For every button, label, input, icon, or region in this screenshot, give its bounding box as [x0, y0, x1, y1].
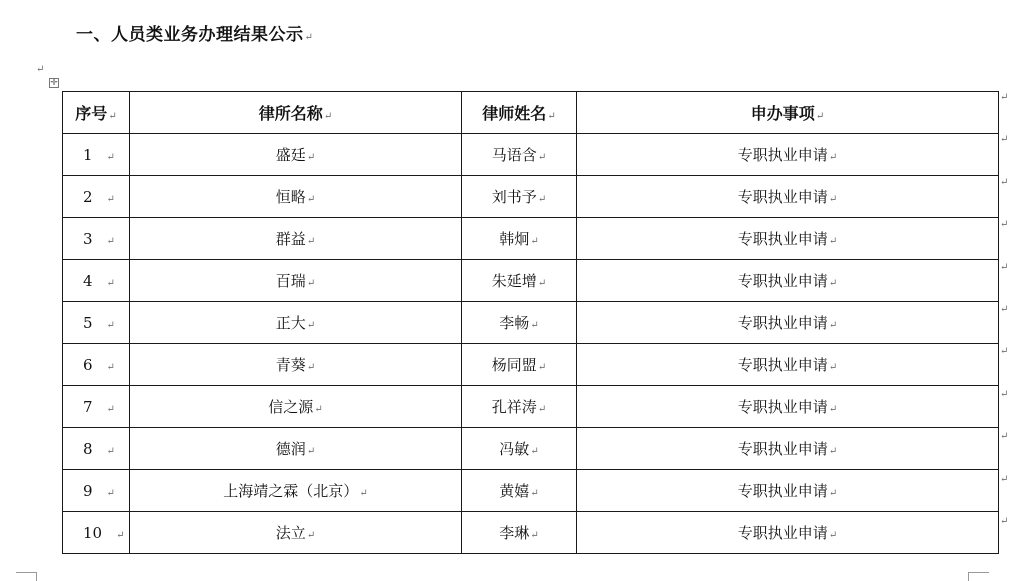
- header-cell[interactable]: [577, 92, 999, 134]
- cell-text: 专职执业申请: [737, 482, 828, 500]
- cell-text: 韩炯: [499, 230, 530, 248]
- header-label: 序号: [75, 104, 108, 123]
- cell-text: 群益: [275, 230, 306, 248]
- cell-text: 德润: [275, 440, 306, 458]
- row-end-mark-icon: ↵: [1000, 261, 1009, 273]
- cell-text: 盛廷: [275, 146, 306, 164]
- cell-text: 杨同盟: [491, 356, 537, 374]
- cell-mark-icon: ↵: [359, 488, 368, 499]
- cell-mark-icon: ↵: [116, 529, 125, 541]
- cell-text: 孔祥涛: [491, 398, 537, 416]
- serial-number-cell[interactable]: [63, 218, 130, 260]
- row-end-mark-icon: ↵: [1000, 92, 1009, 103]
- law-firm-cell[interactable]: [130, 218, 462, 260]
- cell-text: 法立: [275, 524, 306, 542]
- cell-mark-icon: ↵: [828, 404, 838, 415]
- cell-mark-icon: ↵: [306, 530, 316, 541]
- cell-mark-icon: ↵: [547, 111, 556, 122]
- application-item-cell[interactable]: [577, 386, 999, 428]
- cell-mark-icon: ↵: [314, 404, 323, 415]
- page-corner-mark-right: [968, 572, 989, 581]
- cell-text: 李畅: [499, 314, 530, 332]
- application-item-cell[interactable]: [577, 428, 999, 470]
- row-end-mark-icon: ↵: [1000, 304, 1009, 315]
- cell-mark-icon: ↵: [530, 446, 539, 457]
- header-label: 律所名称: [258, 104, 323, 123]
- cell-text: 正大: [275, 314, 306, 332]
- application-item-cell[interactable]: [577, 134, 999, 176]
- cell-mark-icon: ↵: [106, 193, 115, 205]
- law-firm-cell[interactable]: [130, 470, 462, 512]
- cell-text: 3: [83, 229, 93, 248]
- cell-mark-icon: ↵: [106, 277, 115, 289]
- lawyer-name-cell[interactable]: [462, 260, 577, 302]
- row-end-mark-icon: ↵: [1000, 388, 1009, 400]
- table-row: [63, 470, 999, 512]
- serial-number-cell[interactable]: [63, 470, 130, 512]
- cell-mark-icon: ↵: [828, 362, 838, 373]
- lawyer-name-cell[interactable]: [462, 386, 577, 428]
- lawyer-name-cell[interactable]: [462, 218, 577, 260]
- table-row: [63, 218, 999, 260]
- application-item-cell[interactable]: [577, 218, 999, 260]
- cell-text: 专职执业申请: [737, 440, 828, 458]
- table-row: [63, 512, 999, 554]
- cell-text: 4: [83, 271, 93, 290]
- law-firm-cell[interactable]: [130, 134, 462, 176]
- header-cell[interactable]: [130, 92, 462, 134]
- serial-number-cell[interactable]: [63, 176, 130, 218]
- cell-text: 1: [83, 145, 93, 164]
- lawyer-name-cell[interactable]: [462, 176, 577, 218]
- table-row: [63, 386, 999, 428]
- cell-text: 恒略: [275, 188, 306, 206]
- table-row: [63, 176, 999, 218]
- cell-text: 专职执业申请: [737, 188, 828, 206]
- cell-mark-icon: ↵: [106, 403, 115, 415]
- cell-text: 专职执业申请: [737, 272, 828, 290]
- cell-text: 8: [83, 439, 93, 458]
- cell-mark-icon: ↵: [537, 194, 547, 205]
- cell-mark-icon: ↵: [306, 236, 316, 247]
- cell-mark-icon: ↵: [323, 111, 333, 122]
- lawyer-name-cell[interactable]: [462, 512, 577, 554]
- cell-text: 10: [83, 523, 103, 542]
- cell-mark-icon: ↵: [537, 362, 547, 373]
- row-end-mark-icon: ↵: [1000, 134, 1009, 146]
- header-cell[interactable]: [462, 92, 577, 134]
- cell-mark-icon: ↵: [306, 278, 316, 289]
- cell-mark-icon: ↵: [106, 319, 115, 331]
- paragraph-mark-icon: ↵: [304, 32, 314, 43]
- table-move-handle-icon[interactable]: ✛: [50, 78, 58, 88]
- application-item-cell[interactable]: [577, 176, 999, 218]
- cell-mark-icon: ↵: [106, 487, 115, 499]
- cell-mark-icon: ↵: [828, 278, 838, 289]
- cell-text: 青葵: [275, 356, 306, 374]
- cell-text: 专职执业申请: [737, 398, 828, 416]
- cell-text: 冯敏: [499, 440, 530, 458]
- row-end-mark-icon: ↵: [1000, 346, 1009, 358]
- row-end-mark-icon: ↵: [1000, 176, 1009, 188]
- cell-text: 专职执业申请: [737, 356, 828, 374]
- application-item-cell[interactable]: [577, 344, 999, 386]
- cell-mark-icon: ↵: [530, 530, 539, 541]
- row-end-mark-icon: ↵: [1000, 473, 1009, 485]
- section-heading: [76, 20, 313, 45]
- cell-mark-icon: ↵: [815, 111, 825, 122]
- serial-number-cell[interactable]: [63, 428, 130, 470]
- lawyer-name-cell[interactable]: [462, 470, 577, 512]
- application-item-cell[interactable]: [577, 260, 999, 302]
- table-row: [63, 260, 999, 302]
- law-firm-cell[interactable]: [130, 344, 462, 386]
- serial-number-cell[interactable]: [63, 260, 130, 302]
- table-header-row: [63, 92, 999, 134]
- cell-mark-icon: ↵: [828, 152, 838, 163]
- cell-mark-icon: ↵: [537, 278, 547, 289]
- cell-mark-icon: ↵: [306, 152, 316, 163]
- cell-mark-icon: ↵: [306, 194, 316, 205]
- application-item-cell[interactable]: [577, 470, 999, 512]
- cell-mark-icon: ↵: [108, 111, 117, 122]
- table-row: [63, 302, 999, 344]
- application-item-cell[interactable]: [577, 302, 999, 344]
- cell-mark-icon: ↵: [537, 404, 547, 415]
- row-end-mark-icon: ↵: [1000, 431, 1009, 443]
- table-row: [63, 428, 999, 470]
- cell-text: 9: [83, 481, 93, 500]
- serial-number-cell[interactable]: [63, 134, 130, 176]
- cell-mark-icon: ↵: [106, 361, 115, 373]
- serial-number-cell[interactable]: [63, 386, 130, 428]
- cell-mark-icon: ↵: [828, 446, 838, 457]
- cell-text: 马语含: [491, 146, 537, 164]
- table-row: [63, 134, 999, 176]
- serial-number-cell[interactable]: [63, 512, 130, 554]
- cell-mark-icon: ↵: [530, 488, 539, 499]
- cell-mark-icon: ↵: [106, 151, 115, 163]
- header-label: 申办事项: [750, 104, 815, 123]
- cell-text: 百瑞: [275, 272, 306, 290]
- cell-mark-icon: ↵: [106, 445, 115, 457]
- law-firm-cell[interactable]: [130, 386, 462, 428]
- header-cell[interactable]: [63, 92, 130, 134]
- cell-mark-icon: ↵: [106, 235, 115, 247]
- cell-text: 刘书予: [491, 188, 537, 206]
- cell-mark-icon: ↵: [828, 236, 838, 247]
- cell-text: 专职执业申请: [737, 230, 828, 248]
- lawyer-name-cell[interactable]: [462, 302, 577, 344]
- cell-mark-icon: ↵: [828, 530, 838, 541]
- cell-text: 信之源: [268, 398, 314, 416]
- heading-text: 一、人员类业务办理结果公示: [76, 25, 304, 45]
- law-firm-cell[interactable]: [130, 302, 462, 344]
- header-label: 律师姓名: [482, 104, 547, 123]
- cell-mark-icon: ↵: [537, 152, 547, 163]
- cell-text: 专职执业申请: [737, 314, 828, 332]
- cell-text: 5: [83, 313, 93, 332]
- cell-mark-icon: ↵: [828, 194, 838, 205]
- cell-mark-icon: ↵: [306, 362, 316, 373]
- cell-mark-icon: ↵: [828, 488, 838, 499]
- row-end-mark-icon: ↵: [1000, 516, 1009, 527]
- law-firm-cell[interactable]: [130, 176, 462, 218]
- cell-text: 朱延增: [491, 272, 537, 290]
- cell-mark-icon: ↵: [306, 320, 316, 331]
- table-body: [63, 134, 999, 554]
- lawyer-name-cell[interactable]: [462, 428, 577, 470]
- cell-mark-icon: ↵: [530, 320, 539, 331]
- row-end-mark-icon: ↵: [1000, 219, 1009, 231]
- cell-mark-icon: ↵: [828, 320, 838, 331]
- cell-mark-icon: ↵: [306, 446, 316, 457]
- cell-text: 2: [83, 187, 93, 206]
- serial-number-cell[interactable]: [63, 302, 130, 344]
- cell-text: 上海靖之霖（北京）: [223, 482, 359, 500]
- cell-text: 专职执业申请: [737, 146, 828, 164]
- result-table[interactable]: [62, 91, 999, 554]
- cell-text: 黄嬉: [499, 482, 530, 500]
- law-firm-cell[interactable]: [130, 428, 462, 470]
- cell-text: 7: [83, 397, 93, 416]
- lawyer-name-cell[interactable]: [462, 134, 577, 176]
- cell-text: 李琳: [499, 524, 530, 542]
- page-corner-mark-left: [16, 572, 37, 581]
- table-row: [63, 344, 999, 386]
- lawyer-name-cell[interactable]: [462, 344, 577, 386]
- cell-text: 6: [83, 355, 93, 374]
- law-firm-cell[interactable]: [130, 260, 462, 302]
- application-item-cell[interactable]: [577, 512, 999, 554]
- cell-mark-icon: ↵: [530, 236, 539, 247]
- law-firm-cell[interactable]: [130, 512, 462, 554]
- paragraph-mark-icon: ↵: [36, 64, 45, 75]
- serial-number-cell[interactable]: [63, 344, 130, 386]
- cell-text: 专职执业申请: [737, 524, 828, 542]
